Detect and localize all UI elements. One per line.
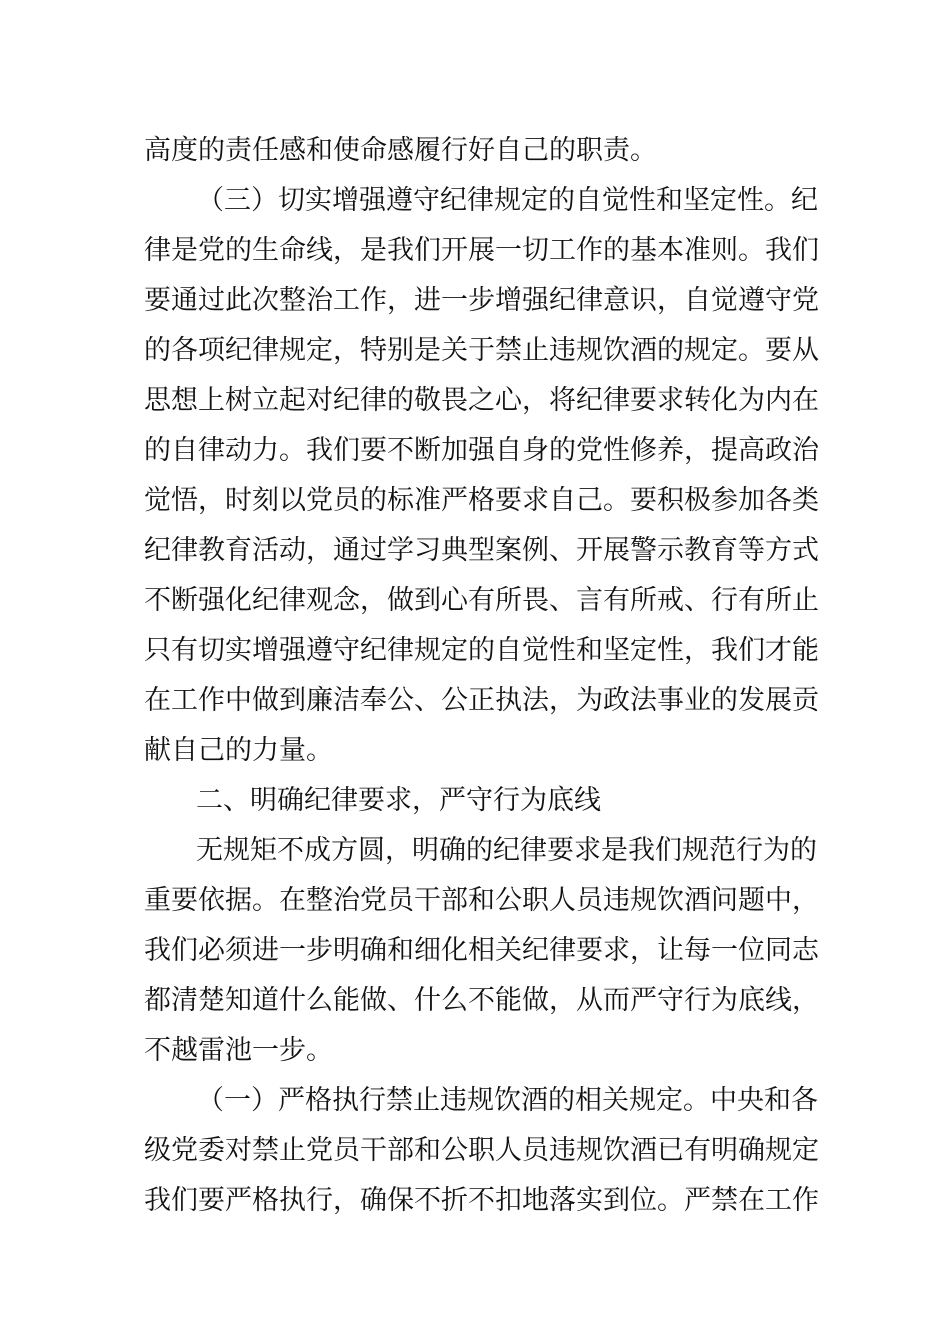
text-line: 不断强化纪律观念，做到心有所畏、言有所戒、行有所止 — [144, 585, 819, 616]
text-line: 要通过此次整治工作，进一步增强纪律意识，自觉遵守党 — [144, 285, 819, 316]
text-line: 在工作中做到廉洁奉公、公正执法，为政法事业的发展贡 — [144, 685, 819, 716]
text-line: 我们必须进一步明确和细化相关纪律要求，让每一位同志 — [144, 935, 819, 966]
text-line: 纪律教育活动，通过学习典型案例、开展警示教育等方式 — [144, 535, 819, 566]
text-line: 只有切实增强遵守纪律规定的自觉性和坚定性，我们才能 — [144, 635, 819, 666]
text-line: 我们要严格执行，确保不折不扣地落实到位。严禁在工作 — [144, 1185, 819, 1216]
section-heading-2: 二、明确纪律要求，严守行为底线 — [196, 785, 601, 816]
text-line: 高度的责任感和使命感履行好自己的职责。 — [144, 135, 657, 166]
text-line: 献自己的力量。 — [144, 735, 333, 766]
text-line: 的自律动力。我们要不断加强自身的党性修养，提高政治 — [144, 435, 819, 466]
text-line: 都清楚知道什么能做、什么不能做，从而严守行为底线， — [144, 985, 819, 1016]
text-line: 重要依据。在整治党员干部和公职人员违规饮酒问题中， — [144, 885, 819, 916]
text-line: 级党委对禁止党员干部和公职人员违规饮酒已有明确规定 — [144, 1135, 819, 1166]
text-line: 的各项纪律规定，特别是关于禁止违规饮酒的规定。要从 — [144, 335, 819, 366]
text-line: 不越雷池一步。 — [144, 1035, 333, 1066]
text-line: 律是党的生命线，是我们开展一切工作的基本准则。我们 — [144, 235, 819, 266]
text-line: 觉悟，时刻以党员的标准严格要求自己。要积极参加各类 — [144, 485, 819, 516]
subsection-heading-3: （三）切实增强遵守纪律规定的自觉性和坚定性。纪 — [197, 185, 818, 216]
subsection-heading-1: （一）严格执行禁止违规饮酒的相关规定。中央和各 — [197, 1085, 818, 1116]
text-line: 思想上树立起对纪律的敬畏之心，将纪律要求转化为内在 — [144, 385, 819, 416]
paragraph-first-line: 无规矩不成方圆，明确的纪律要求是我们规范行为的 — [196, 835, 817, 866]
